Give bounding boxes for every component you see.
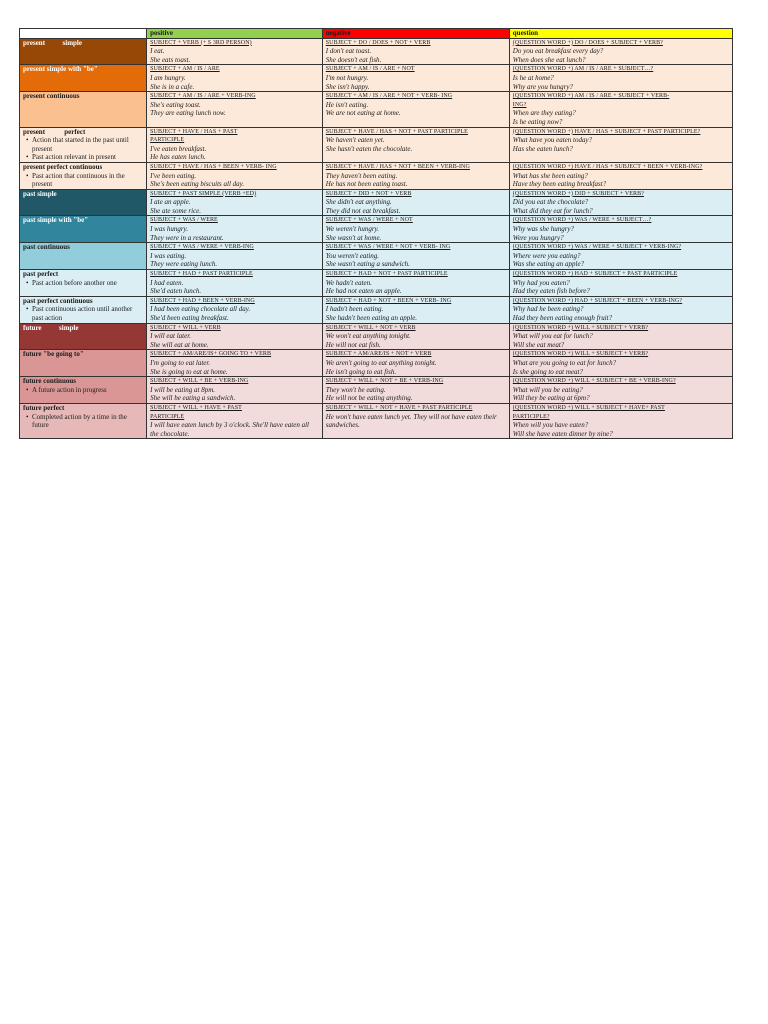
question-example: Will she eat meat? [512,340,565,349]
positive-cell [147,162,323,189]
negative-example: She isn't happy. [325,82,370,91]
question-cell [509,162,732,189]
question-example: When are they eating? [512,109,576,118]
table-row [20,162,733,189]
question-cell [509,38,732,65]
table-header [20,29,733,39]
negative-cell [322,270,509,297]
negative-example: We hadn't eaten. [325,278,372,287]
table-row [20,403,733,438]
tense-cell [20,323,147,350]
negative-example: I don't eat toast. [325,47,372,56]
header-question: question [509,29,732,39]
header-tense [20,29,147,39]
negative-formula: SUBJECT + HAVE / HAS + NOT + PAST PARTICIPLE [325,128,468,135]
positive-cell [147,65,323,92]
question-example: Is he at home? [512,73,554,82]
negative-cell [322,403,509,438]
question-cell [509,296,732,323]
tense-usage-note: • Past continuous action until another past action [23,305,143,322]
tense-cell [20,189,147,216]
table-row [20,65,733,92]
positive-example: She will eat at home. [150,340,209,349]
question-formula: (QUESTION WORD +) WILL + SUBJECT + VERB? [512,351,649,358]
negative-example: They haven't been eating. [325,171,398,180]
tense-usage-note: • A future action in progress [23,386,143,395]
question-example: Why was she hungry? [512,225,575,234]
negative-example: We are not eating at home. [325,109,401,118]
table-row [20,216,733,243]
question-example: When does she eat lunch? [512,55,586,64]
positive-example: I will be eating at 8pm. [150,385,216,394]
question-example: What have you eaten today? [512,136,593,145]
positive-formula: SUBJECT + AM / IS / ARE + VERB-ING [150,93,256,100]
question-example: Is she going to eat meat? [512,367,583,376]
negative-cell [322,65,509,92]
negative-formula: SUBJECT + WILL + NOT + HAVE + PAST PARTICIPLE [325,404,473,411]
negative-example: He had not eaten an apple. [325,287,402,296]
positive-example: I eat. [150,47,165,56]
negative-cell [322,92,509,127]
positive-example: They were eating lunch. [150,260,218,269]
tense-cell [20,403,147,438]
header-negative: negative [322,29,509,39]
negative-formula: SUBJECT + WAS / WERE + NOT + VERB- ING [325,244,451,251]
positive-formula: SUBJECT + AM / IS / ARE [150,66,220,73]
positive-cell [147,243,323,270]
positive-example: She ate some rice. [150,206,202,215]
question-cell [509,127,732,162]
question-formula: (QUESTION WORD +) HAD + SUBJECT + BEEN + VERB-ING? [512,297,683,304]
question-cell [509,350,732,377]
question-formula: (QUESTION WORD +) HAD + SUBJECT + PAST PARTICIPLE [512,271,678,278]
negative-cell [322,377,509,404]
table-row [20,189,733,216]
negative-formula: SUBJECT + DO / DOES + NOT + VERB [325,39,431,46]
positive-formula: SUBJECT + HAVE / HAS + BEEN + VERB- ING [150,163,277,170]
tense-cell [20,377,147,404]
question-cell [509,65,732,92]
positive-example: I had been eating chocolate all day. [150,305,251,314]
header-positive: positive [147,29,323,39]
table-row [20,377,733,404]
negative-formula: SUBJECT + HAVE / HAS + NOT + BEEN + VERB-ING [325,163,470,170]
table-row [20,296,733,323]
positive-example: I am hungry. [150,73,186,82]
question-example: What will you eat for lunch? [512,332,593,341]
positive-example: I was eating. [150,251,187,260]
question-example: When will you have eaten? [512,421,589,430]
question-example: Where were you eating? [512,251,581,260]
tense-name: future continuous [23,377,76,386]
tense-cell [20,216,147,243]
negative-example: She hasn't eaten the chocolate. [325,144,413,153]
positive-example: He has eaten lunch. [150,153,206,162]
positive-example: She is in a cafe. [150,82,195,91]
question-example: Had they been eating enough fruit? [512,314,613,322]
positive-cell [147,403,323,438]
tense-usage-note: • Completed action by a time in the future [23,413,143,430]
question-cell [509,270,732,297]
question-example: What are you going to eat for lunch? [512,358,617,367]
question-example: Did you eat the chocolate? [512,198,589,207]
positive-formula: SUBJECT + HAD + BEEN + VERB-ING [150,297,255,304]
positive-example: She's eating toast. [150,100,201,109]
question-example: Have they been eating breakfast? [512,180,607,189]
negative-formula: SUBJECT + AM / IS / ARE + NOT [325,66,415,73]
question-formula: (QUESTION WORD +) WAS / WERE + SUBJECT + VERB-ING? [512,244,682,251]
positive-cell [147,323,323,350]
negative-example: She didn't eat anything. [325,198,392,207]
negative-cell [322,350,509,377]
positive-cell [147,350,323,377]
positive-cell [147,92,323,127]
tense-usage-note: • Past action relevant in present [23,153,143,162]
question-example: What has she been eating? [512,171,588,180]
negative-cell [322,216,509,243]
tense-cell [20,162,147,189]
positive-formula: SUBJECT + WILL + BE + VERB-ING [150,378,249,385]
question-example: Were you hungry? [512,233,564,242]
positive-cell [147,216,323,243]
positive-formula: SUBJECT + WAS / WERE + VERB-ING [150,244,254,251]
question-formula: (QUESTION WORD +) AM / IS / ARE + SUBJECT…? [512,66,654,73]
positive-formula: SUBJECT + AM/ARE/IS+ GOING TO + VERB [150,351,272,358]
positive-example: I've eaten breakfast. [150,144,207,153]
positive-example: She's been eating biscuits all day. [150,180,245,189]
negative-formula: SUBJECT + HAD + NOT + BEEN + VERB- ING [325,297,452,304]
positive-cell [147,270,323,297]
table-row [20,350,733,377]
question-cell [509,243,732,270]
tense-chart-table [19,28,733,439]
question-cell [509,216,732,243]
negative-example: We aren't going to eat anything tonight. [325,358,437,367]
table-row [20,92,733,127]
question-example: Has she eaten lunch? [512,144,573,153]
question-cell [509,189,732,216]
negative-cell [322,243,509,270]
question-cell [509,403,732,438]
positive-formula: SUBJECT + WAS / WERE [150,217,218,224]
question-formula: PARTICIPLE? [512,413,550,420]
question-example: What will you be eating? [512,385,583,394]
question-example: Is he eating now? [512,117,563,126]
question-example: Will they be eating at 6pm? [512,394,590,403]
question-cell [509,92,732,127]
positive-example: I was hungry. [150,225,189,234]
tense-name: present continuous [23,92,80,101]
positive-formula: SUBJECT + WILL + HAVE + PAST [150,404,242,411]
negative-formula: SUBJECT + HAD + NOT + PAST PARTICIPLE [325,271,448,278]
positive-example: They are eating lunch now. [150,109,226,118]
tense-usage-note: • Action that started in the past until present [23,136,143,153]
question-formula: (QUESTION WORD +) WILL + SUBJECT + BE + VERB-ING? [512,378,676,385]
negative-example: We weren't hungry. [325,225,380,234]
question-formula: (QUESTION WORD +) WILL + SUBJECT + VERB? [512,324,649,331]
negative-cell [322,189,509,216]
negative-example: We haven't eaten yet. [325,136,385,145]
negative-cell [322,162,509,189]
negative-cell [322,127,509,162]
negative-example: We won't eat anything tonight. [325,332,411,341]
negative-example: He will not eat fish. [325,340,381,349]
question-formula: (QUESTION WORD +) WILL + SUBJECT + HAVE+ PAST [512,404,665,411]
question-example: Was she eating an apple? [512,260,585,269]
question-formula: (QUESTION WORD +) DID + SUBJECT + VERB? [512,190,644,197]
positive-example: She is going to eat at home. [150,367,228,376]
tense-name: present perfect continuous [23,162,103,171]
tense-name: past perfect [23,270,59,279]
negative-cell [322,38,509,65]
tense-name: past simple with "be" [23,216,89,225]
negative-example: You weren't eating. [325,251,380,260]
tense-cell [20,296,147,323]
tense-name: past simple [23,189,57,198]
tense-cell [20,243,147,270]
positive-formula: SUBJECT + VERB (+ S 3RD PERSON) [150,39,252,46]
tense-cell [20,270,147,297]
positive-example: She'd been eating breakfast. [150,314,229,322]
tense-name: past perfect continuous [23,296,93,305]
question-example: Will she have eaten dinner by nine? [512,429,613,438]
negative-example: I'm not hungry. [325,73,369,82]
positive-example: She eats toast. [150,55,191,64]
table-row [20,243,733,270]
negative-example: I hadn't been eating. [325,305,384,314]
tense-name: future simple [23,323,79,332]
table-row [20,270,733,297]
table-row [20,38,733,65]
question-example: What did they eat for lunch? [512,206,593,215]
positive-example: I will eat later. [150,332,191,341]
tense-cell [20,127,147,162]
positive-example: I ate an apple. [150,198,191,207]
table-row [20,323,733,350]
tense-name: future "be going to" [23,350,84,359]
question-formula: (QUESTION WORD +) HAVE / HAS + SUBJECT + BEEN + VERB-ING? [512,163,703,170]
negative-formula: SUBJECT + WILL + NOT + VERB [325,324,416,331]
question-example: Why had he been eating? [512,305,584,314]
question-example: Why had you eaten? [512,278,570,287]
negative-cell [322,296,509,323]
positive-formula: SUBJECT + PAST SIMPLE (VERB +ED) [150,190,257,197]
negative-example: She wasn't at home. [325,233,382,242]
negative-example: He isn't going to eat fish. [325,367,397,376]
question-formula: (QUESTION WORD +) HAVE / HAS + SUBJECT + PAST PARTICIPLE? [512,128,701,135]
positive-formula: PARTICIPLE [150,413,185,420]
tense-usage-note: • Past action that continuous in the present [23,172,143,189]
tense-name: present simple with "be" [23,65,98,74]
positive-formula: SUBJECT + HAVE / HAS + PAST [150,128,238,135]
negative-formula: SUBJECT + AM / IS / ARE + NOT + VERB- ING [325,93,453,100]
question-formula: (QUESTION WORD +) AM / IS / ARE + SUBJECT + VERB- [512,93,670,100]
tense-usage-note: • Past action before another one [23,279,143,288]
positive-example: I will have eaten lunch by 3 o'clock. She'll have eaten all the chocolate. [150,421,309,438]
positive-example: I've been eating. [150,171,197,180]
positive-example: She will be eating a sandwich. [150,394,236,403]
question-cell [509,323,732,350]
tense-name: future perfect [23,403,65,412]
negative-formula: SUBJECT + DID + NOT + VERB [325,190,412,197]
tense-cell [20,65,147,92]
question-formula: (QUESTION WORD +) DO / DOES + SUBJECT + VERB? [512,39,663,46]
positive-example: I'm going to eat later. [150,358,211,367]
negative-example: He isn't eating. [325,100,369,109]
question-example: Had they eaten fish before? [512,287,590,296]
question-formula: (QUESTION WORD +) WAS / WERE + SUBJECT…? [512,217,652,224]
tense-cell [20,38,147,65]
tense-cell [20,92,147,127]
question-example: Why are you hungry? [512,82,573,91]
negative-example: They won't be eating. [325,385,386,394]
positive-cell [147,189,323,216]
positive-example: She'd eaten lunch. [150,287,202,296]
negative-cell [322,323,509,350]
positive-formula: SUBJECT + WILL + VERB [150,324,221,331]
positive-formula: PARTICIPLE [150,137,185,144]
negative-formula: SUBJECT + AM/ARE/IS + NOT + VERB [325,351,432,358]
negative-example: She hadn't been eating an apple. [325,314,418,322]
header-row [20,29,733,39]
positive-example: They were in a restaurant. [150,233,224,242]
negative-formula: SUBJECT + WAS / WERE + NOT [325,217,413,224]
question-example: Do you eat breakfast every day? [512,47,604,56]
table-body [20,38,733,439]
positive-cell [147,296,323,323]
positive-cell [147,38,323,65]
tense-name: past continuous [23,243,70,252]
tense-name: present perfect [23,127,86,136]
table-row [20,127,733,162]
negative-formula: SUBJECT + WILL + NOT + BE + VERB-ING [325,378,444,385]
negative-example: He will not be eating anything. [325,394,413,403]
negative-example: She wasn't eating a sandwich. [325,260,410,269]
positive-cell [147,127,323,162]
question-formula: ING? [512,101,527,108]
tense-name: present simple [23,38,82,47]
negative-example: They did not eat breakfast. [325,206,401,215]
positive-cell [147,377,323,404]
negative-example: He won't have eaten lunch yet. They will not have eaten their sandwiches. [325,412,497,430]
negative-example: She doesn't eat fish. [325,55,382,64]
negative-example: He has not been eating toast. [325,180,408,189]
question-cell [509,377,732,404]
positive-formula: SUBJECT + HAD + PAST PARTICIPLE [150,271,253,278]
tense-cell [20,350,147,377]
positive-example: I had eaten. [150,278,184,287]
